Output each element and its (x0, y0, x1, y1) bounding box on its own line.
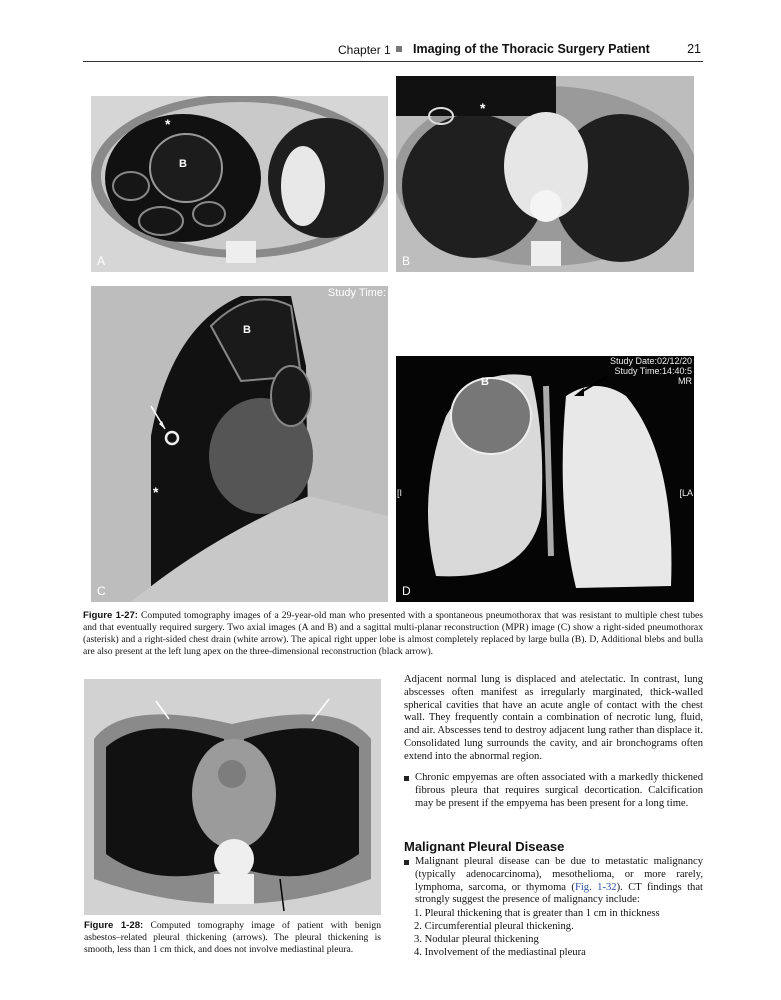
figure-1-27-caption (83, 610, 703, 658)
bullet-square-icon (404, 776, 409, 781)
bullet-text-part: Malignant pleural disease can be due to metastatic malignancy (typically adenocarcinoma), mesothelioma, or more rarely, lymphoma, sarcoma, or thymoma ( (415, 856, 703, 893)
figure-1-27-panel-c (91, 286, 388, 602)
caption-text: Computed tomography image of patient with benign asbestos–related pleural thickening (arrows). The pleural thickening is smooth, less than 1 cm thick, and does not involve mediastinal pleura. (84, 920, 381, 955)
ct-3d-reconstruction-d (396, 356, 694, 602)
bullet-text (415, 856, 703, 907)
ct-sagittal-image-c (91, 286, 388, 602)
page-number: 21 (687, 42, 701, 56)
panel-label-d: D (402, 584, 411, 598)
caption-label: Figure 1-27: (83, 610, 138, 621)
figure-1-28-caption (84, 920, 381, 956)
section-heading: Malignant Pleural Disease (404, 839, 565, 854)
figure-1-27-panel-b (396, 76, 694, 272)
figure-1-27-panel-d (396, 356, 694, 602)
study-date-text: Study Date:02/12/20 (609, 356, 692, 366)
study-info-overlay (610, 356, 692, 386)
header-square-icon (396, 46, 402, 52)
list-item: 2. Circumferential pleural thickening. (414, 921, 574, 932)
list-item: 4. Involvement of the mediastinal pleura (414, 947, 586, 958)
study-time-overlay: Study Time: (327, 287, 386, 299)
asterisk-marker: * (480, 100, 486, 116)
running-header (83, 40, 701, 58)
bulla-label: B (243, 324, 251, 336)
panel-label-a: A (97, 254, 106, 268)
caption-text: Computed tomography images of a 29-year-old man who presented with a spontaneous pneumothorax that was resistant to multiple chest tubes and that eventually required surgery. Two axial images (A and B) and a sagittal multi-planar reconstruction (MPR) image (C) show a right-sided pneumothorax (asterisk) and a right-sided chest drain (white arrow). The apical right upper lobe is almost completely replaced by large bulla (B). D, Additional blebs and bulla are also present at the left lung apex on the three-dimensional reconstruction (black arrow). (83, 610, 703, 657)
list-item: 1. Pleural thickening that is greater than 1 cm in thickness (414, 908, 660, 919)
chapter-title: Imaging of the Thoracic Surgery Patient (413, 42, 650, 56)
bullet-square-icon (404, 860, 409, 865)
modality-text: MR (678, 376, 692, 386)
figure-1-28-image (84, 679, 381, 915)
side-marker-right: [LA (679, 488, 693, 498)
bullet-malignant-pleural (404, 856, 703, 907)
bullet-text: Chronic empyemas are often associated with a markedly thickened fibrous pleura that requires surgical decortication. Calcification may be present if the empyema has been present for a long time. (415, 772, 703, 809)
caption-label: Figure 1-28: (84, 920, 144, 931)
bulla-label: B (179, 158, 187, 170)
figure-reference-link[interactable]: Fig. 1-32 (574, 881, 617, 893)
asterisk-marker: * (165, 116, 171, 132)
bullet-chronic-empyema (404, 772, 703, 810)
ct-axial-image-b (396, 76, 694, 272)
ct-axial-image-1-28 (84, 679, 381, 915)
bullet-text-part: ). CT findings that strongly suggest the presence of malignancy include: (415, 881, 703, 906)
chapter-label: Chapter 1 (338, 43, 391, 57)
body-paragraph: Adjacent normal lung is displaced and atelectatic. In contrast, lung abscesses often manifest as irregularly marginated, thick-walled spherical cavities that have an acute angle of contact with the chest wall. They frequently contain a combination of necrotic lung, fluid, and air. Abscesses tend to destroy adjacent lung rather than displace it. Consolidated lung surrounds the cavity, and air bronchograms often extend into the abnormal region. (404, 674, 703, 762)
header-rule (83, 61, 703, 62)
study-time-text: Study Time:14:40:5 (614, 366, 692, 376)
asterisk-marker: * (153, 484, 159, 500)
side-marker-left: [I (397, 488, 403, 498)
panel-label-b: B (402, 254, 411, 268)
figure-1-27-panel-a (91, 96, 388, 272)
list-item: 3. Nodular pleural thickening (414, 934, 539, 945)
ct-axial-image-a (91, 96, 388, 272)
panel-label-c: C (97, 584, 106, 598)
bulla-label: B (481, 376, 489, 388)
